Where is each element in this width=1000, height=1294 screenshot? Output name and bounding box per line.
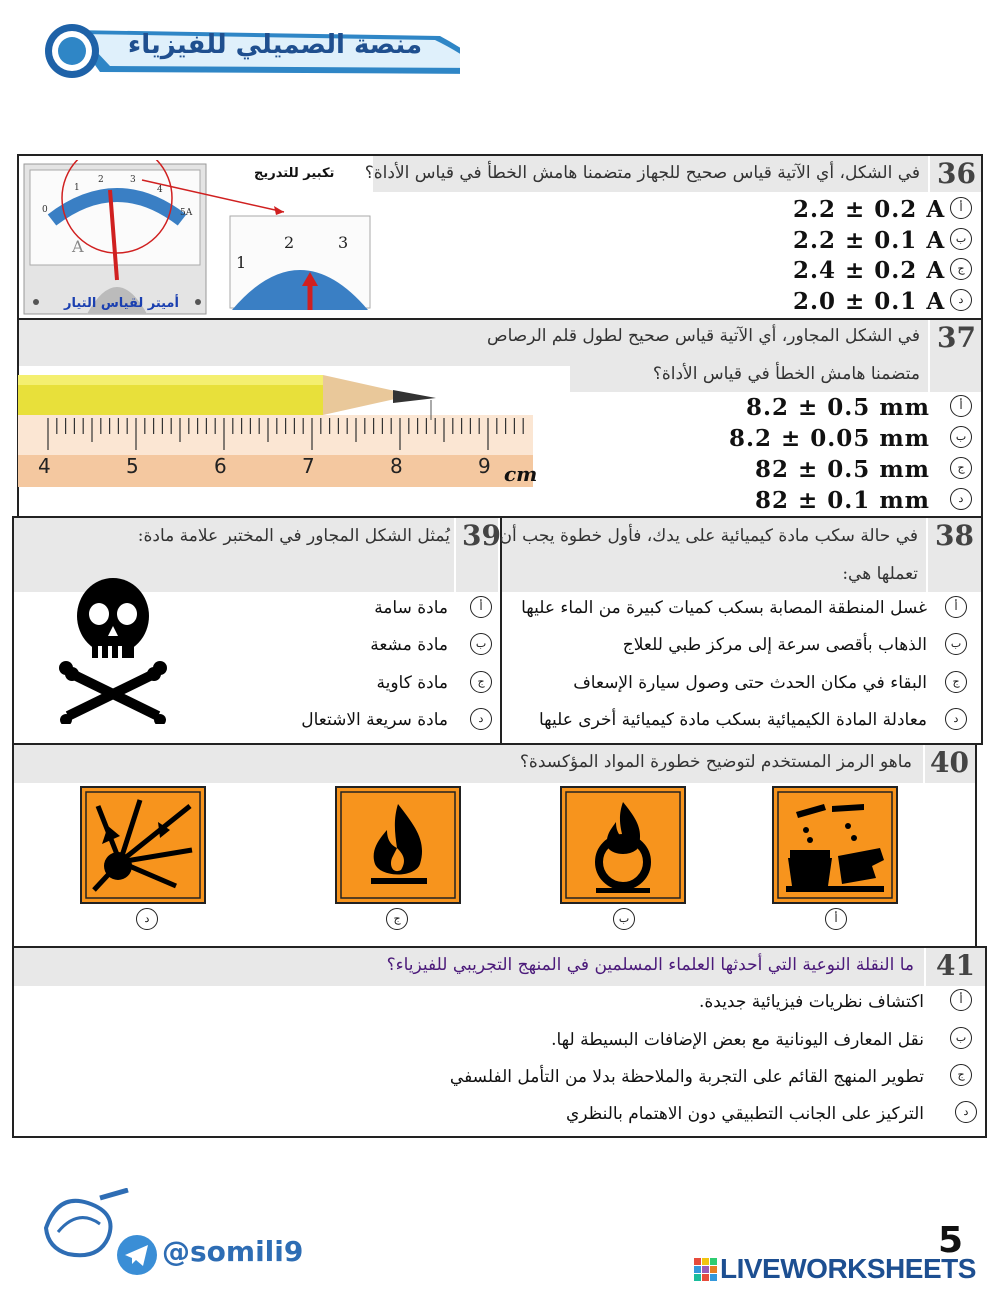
ammeter-label: أميتر لقياس التيار	[64, 296, 179, 311]
option-39-a-circle[interactable]: أ	[470, 596, 492, 618]
svg-text:2: 2	[98, 175, 104, 185]
svg-text:0: 0	[42, 205, 48, 215]
svg-text:1: 1	[236, 253, 247, 272]
svg-text:3: 3	[338, 233, 349, 252]
option-37-a-circle[interactable]: أ	[950, 395, 972, 417]
zoom-label: تكبير للتدريج	[254, 166, 335, 181]
question-36-number: 36	[937, 157, 976, 190]
option-39-c[interactable]: مادة كاوية	[376, 673, 448, 693]
ammeter-figure	[22, 160, 372, 316]
telegram-logo	[116, 1234, 158, 1276]
ruler-number: 6	[214, 454, 227, 478]
option-37-c-circle[interactable]: ج	[950, 457, 972, 479]
svg-text:5A: 5A	[180, 208, 193, 218]
option-37-a[interactable]: 8.2 ± 0.5 mm	[746, 394, 930, 421]
question-40-number: 40	[930, 746, 969, 779]
option-39-d[interactable]: مادة سريعة الاشتعال	[301, 710, 448, 730]
option-36-d-circle[interactable]: د	[950, 289, 972, 311]
option-38-b-circle[interactable]: ب	[945, 633, 967, 655]
question-36-text: في الشكل، أي الآتية قياس صحيح للجهاز متضمنا هامش الخطأ في قياس الأداة؟	[364, 163, 920, 183]
option-41-a[interactable]: اكتشاف نظريات فيزيائية جديدة.	[698, 992, 924, 1012]
option-38-b[interactable]: الذهاب بأقصى سرعة إلى مركز طبي للعلاج	[622, 635, 927, 655]
option-41-d[interactable]: التركيز على الجانب التطبيقي دون الاهتمام بالنظري	[565, 1104, 924, 1124]
flammable-symbol	[335, 786, 461, 904]
option-38-a[interactable]: غسل المنطقة المصابة بسكب كميات كبيرة من الماء عليها	[521, 598, 927, 618]
svg-text:A: A	[72, 237, 84, 256]
symbol-a-circle[interactable]: أ	[825, 908, 847, 930]
symbol-b-circle[interactable]: ب	[613, 908, 635, 930]
option-36-c-circle[interactable]: ج	[950, 258, 972, 280]
liveworksheets-logo-icon	[694, 1258, 718, 1282]
ammeter-drawing	[22, 160, 372, 316]
oxidizing-icon[interactable]	[560, 786, 686, 904]
skull-crossbones-icon	[58, 574, 168, 724]
option-38-a-circle[interactable]: أ	[945, 596, 967, 618]
pencil-ruler-figure	[18, 370, 538, 490]
option-37-d-circle[interactable]: د	[950, 488, 972, 510]
svg-text:1: 1	[74, 183, 80, 193]
oxidizing-symbol	[560, 786, 686, 904]
question-39-text: يُمثل الشكل المجاور في المختبر علامة مادة:	[137, 526, 450, 546]
option-41-a-circle[interactable]: أ	[950, 989, 972, 1011]
telegram-icon[interactable]	[116, 1234, 158, 1276]
platform-logo	[40, 22, 460, 80]
option-37-b[interactable]: 8.2 ± 0.05 mm	[729, 425, 930, 452]
option-36-a-circle[interactable]: أ	[950, 197, 972, 219]
option-41-b[interactable]: نقل المعارف اليونانية مع بعض الإضافات البسيطة لها.	[551, 1030, 924, 1050]
option-36-c[interactable]: 2.4 ± 0.2 A	[793, 257, 946, 284]
option-38-c-circle[interactable]: ج	[945, 671, 967, 693]
option-37-b-circle[interactable]: ب	[950, 426, 972, 448]
ruler-number: 4	[38, 454, 51, 478]
option-36-a[interactable]: 2.2 ± 0.2 A	[793, 196, 946, 223]
platform-title: منصة الصميلي للفيزياء	[127, 30, 423, 60]
option-37-d[interactable]: 82 ± 0.1 mm	[755, 487, 930, 514]
question-41-text: ما النقلة النوعية التي أحدثها العلماء المسلمين في المنهج التجريبي للفيزياء؟	[386, 955, 914, 975]
option-39-d-circle[interactable]: د	[470, 708, 492, 730]
option-36-b[interactable]: 2.2 ± 0.1 A	[793, 227, 946, 254]
question-37-number: 37	[937, 321, 976, 354]
option-41-c-circle[interactable]: ج	[950, 1064, 972, 1086]
option-38-d[interactable]: معادلة المادة الكيميائية بسكب مادة كيميائية أخرى عليها	[538, 710, 927, 730]
option-41-b-circle[interactable]: ب	[950, 1027, 972, 1049]
ruler-number: 7	[302, 454, 315, 478]
question-40-text: ماهو الرمز المستخدم لتوضيح خطورة المواد المؤكسدة؟	[519, 752, 912, 772]
symbol-d-circle[interactable]: د	[136, 908, 158, 930]
liveworksheets-brand[interactable]: LIVEWORKSHEETS	[720, 1253, 976, 1284]
option-39-a[interactable]: مادة سامة	[374, 598, 448, 618]
page-number: 5	[938, 1220, 964, 1261]
corrosive-symbol	[772, 786, 898, 904]
ruler-number: 9	[478, 454, 491, 478]
option-38-d-circle[interactable]: د	[945, 708, 967, 730]
explosive-symbol	[80, 786, 206, 904]
social-handle[interactable]: @somili9	[162, 1235, 304, 1268]
ruler-number: 8	[390, 454, 403, 478]
question-38-text-line1: في حالة سكب مادة كيميائية على يدك، فأول خطوة يجب أن	[499, 526, 918, 546]
option-39-b-circle[interactable]: ب	[470, 633, 492, 655]
option-39-c-circle[interactable]: ج	[470, 671, 492, 693]
ruler-unit: cm	[504, 462, 538, 486]
flammable-icon[interactable]	[335, 786, 461, 904]
option-41-d-circle[interactable]: د	[955, 1101, 977, 1123]
explosive-icon[interactable]	[80, 786, 206, 904]
svg-text:4: 4	[157, 185, 163, 195]
question-39-number: 39	[462, 519, 501, 552]
option-36-b-circle[interactable]: ب	[950, 228, 972, 250]
question-41-number: 41	[936, 949, 975, 982]
question-37-text-line2: متضمنا هامش الخطأ في قياس الأداة؟	[652, 364, 920, 384]
option-37-c[interactable]: 82 ± 0.5 mm	[755, 456, 930, 483]
lw-grid-icon	[694, 1258, 718, 1282]
symbol-c-circle[interactable]: ج	[386, 908, 408, 930]
svg-text:2: 2	[284, 233, 295, 252]
corrosive-icon[interactable]	[772, 786, 898, 904]
poison-symbol	[58, 574, 168, 724]
svg-text:3: 3	[130, 175, 136, 185]
question-38-number: 38	[935, 519, 974, 552]
option-41-c[interactable]: تطوير المنهج القائم على التجربة والملاحظة بدلا من التأمل الفلسفي	[449, 1067, 924, 1087]
option-39-b[interactable]: مادة مشعة	[370, 635, 448, 655]
question-37-text-line1: في الشكل المجاور، أي الآتية قياس صحيح لطول قلم الرصاص	[487, 326, 920, 346]
option-38-c[interactable]: البقاء في مكان الحدث حتى وصول سيارة الإسعاف	[573, 673, 927, 693]
option-36-d[interactable]: 2.0 ± 0.1 A	[793, 288, 946, 315]
question-38-text-line2: تعملها هي:	[842, 564, 918, 584]
pencil-ruler-drawing	[18, 370, 538, 490]
ruler-number: 5	[126, 454, 139, 478]
